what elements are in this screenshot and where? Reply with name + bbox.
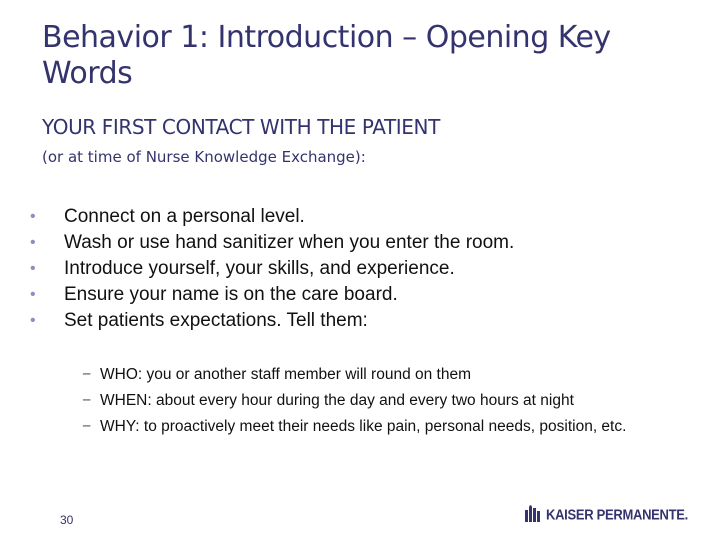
sub-bullet-item [82, 416, 682, 437]
sub-bullet-marker: − [82, 418, 92, 435]
slide-title: Behavior 1: Introduction – Opening Key Words [42, 20, 611, 91]
bullet-list [30, 204, 514, 334]
logo-text: KAISER PERMANENTE. [546, 505, 688, 523]
bullet-marker: • [30, 312, 36, 329]
bullet-marker: • [30, 286, 36, 303]
bullet-text: Set patients expectations. Tell them: [64, 310, 368, 331]
sub-bullet-marker: − [82, 366, 92, 383]
bullet-marker: • [30, 260, 36, 277]
sub-bullet-item [82, 388, 682, 414]
slide-subtitle: YOUR FIRST CONTACT WITH THE PATIENT [42, 115, 440, 139]
kaiser-permanente-logo [524, 505, 688, 523]
bullet-marker: • [30, 208, 36, 225]
bullet-item [30, 230, 514, 256]
sub-bullet-item [82, 362, 682, 388]
sub-bullet-text: WHY: to proactively meet their needs like pain, personal needs, position, etc. [100, 418, 627, 435]
kaiser-permanente-logo-icon [524, 505, 542, 523]
bullet-text: Wash or use hand sanitizer when you enter the room. [64, 232, 515, 253]
bullet-text: Connect on a personal level. [64, 206, 305, 227]
bullet-item [30, 256, 514, 282]
bullet-marker: • [30, 234, 36, 251]
bullet-item [30, 308, 514, 334]
bullet-text: Introduce yourself, your skills, and experience. [64, 258, 455, 279]
sub-bullet-marker: − [82, 392, 92, 409]
bullet-text: Ensure your name is on the care board. [64, 284, 398, 305]
sub-bullet-text: WHO: you or another staff member will round on them [100, 366, 472, 383]
slide-subnote: (or at time of Nurse Knowledge Exchange): [42, 148, 366, 166]
sub-bullet-list [82, 362, 682, 437]
page-number: 30 [60, 513, 74, 527]
sub-bullet-text: WHEN: about every hour during the day and every two hours at night [100, 392, 574, 409]
bullet-item [30, 282, 514, 308]
bullet-item [30, 204, 514, 230]
